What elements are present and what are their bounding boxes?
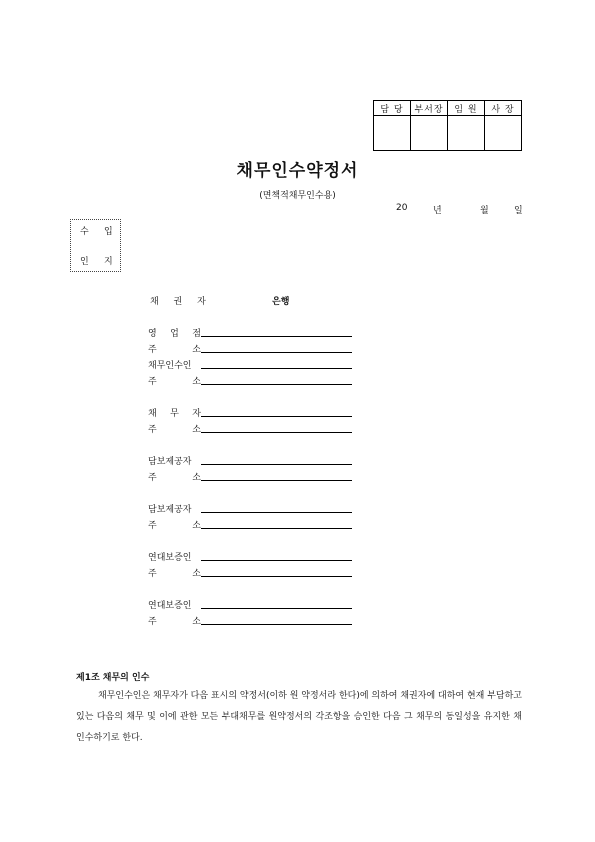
field-input-line[interactable]: [201, 598, 352, 609]
approval-header-executive: 임 원: [448, 101, 485, 116]
approval-header-manager: 담 당: [374, 101, 411, 116]
field-input-line[interactable]: [201, 454, 352, 465]
field-label: 주 소: [148, 473, 201, 483]
date-year-unit: 년: [433, 206, 442, 216]
field-input-line[interactable]: [201, 470, 352, 481]
field-label: 담보제공자: [148, 457, 192, 467]
field-input-line[interactable]: [201, 614, 352, 625]
field-input-line[interactable]: [201, 342, 352, 353]
document-subtitle: (면책적채무인수용): [259, 191, 336, 201]
creditor-label: 채 권 자: [150, 297, 212, 307]
field-label: 주 소: [148, 569, 201, 579]
field-label: 주 소: [148, 345, 201, 355]
stamp-char-ji: 지: [104, 257, 113, 267]
field-input-line[interactable]: [201, 374, 352, 385]
field-input-line[interactable]: [201, 566, 352, 577]
field-input-line[interactable]: [201, 326, 352, 337]
field-label: 주 소: [148, 521, 201, 531]
approval-header-president: 사 장: [485, 101, 522, 116]
field-label: 연대보증인: [148, 553, 192, 563]
field-label: 주 소: [148, 425, 201, 435]
field-input-line[interactable]: [201, 406, 352, 417]
field-input-line[interactable]: [201, 502, 352, 513]
field-label: 영 업 점: [148, 329, 201, 339]
stamp-char-in: 인: [80, 257, 89, 267]
field-input-line[interactable]: [201, 358, 352, 369]
date-month-unit: 월: [480, 206, 489, 216]
date-year: 20: [396, 203, 408, 213]
field-input-line[interactable]: [201, 422, 352, 433]
field-input-line[interactable]: [201, 518, 352, 529]
approval-header-dept-head: 부서장: [411, 101, 448, 116]
field-label: 연대보증인: [148, 601, 192, 611]
field-input-line[interactable]: [201, 550, 352, 561]
document-title: 채무인수약정서: [236, 161, 359, 181]
approval-sign-executive[interactable]: [448, 116, 485, 151]
article-1-title: 제1조 채무의 인수: [76, 673, 150, 683]
article-1-body: 채무인수인은 채무자가 다음 표시의 약정서(이하 원 약정서라 한다)에 의하여 채권자에 대하여 현재 부담하고 있는 다음의 채무 및 이에 관한 모든 부대채무를 원약정서의 각조항을 승인한 다음 그 채무의 동일성을 유지한 채 인수하기로 한다.: [76, 691, 522, 743]
approval-sign-manager[interactable]: [374, 116, 411, 151]
creditor-bank: 은행: [272, 297, 290, 307]
approval-sign-dept-head[interactable]: [411, 116, 448, 151]
field-label: 담보제공자: [148, 505, 192, 515]
stamp-char-su: 수: [80, 227, 89, 237]
field-label: 채 무 자: [148, 409, 201, 419]
revenue-stamp-box: [70, 219, 121, 272]
field-label: 채무인수인: [148, 361, 192, 371]
approval-table: [373, 100, 522, 151]
field-label: 주 소: [148, 377, 201, 387]
approval-sign-president[interactable]: [485, 116, 522, 151]
stamp-char-ip: 입: [104, 227, 113, 237]
field-label: 주 소: [148, 617, 201, 627]
date-day-unit: 일: [514, 206, 523, 216]
